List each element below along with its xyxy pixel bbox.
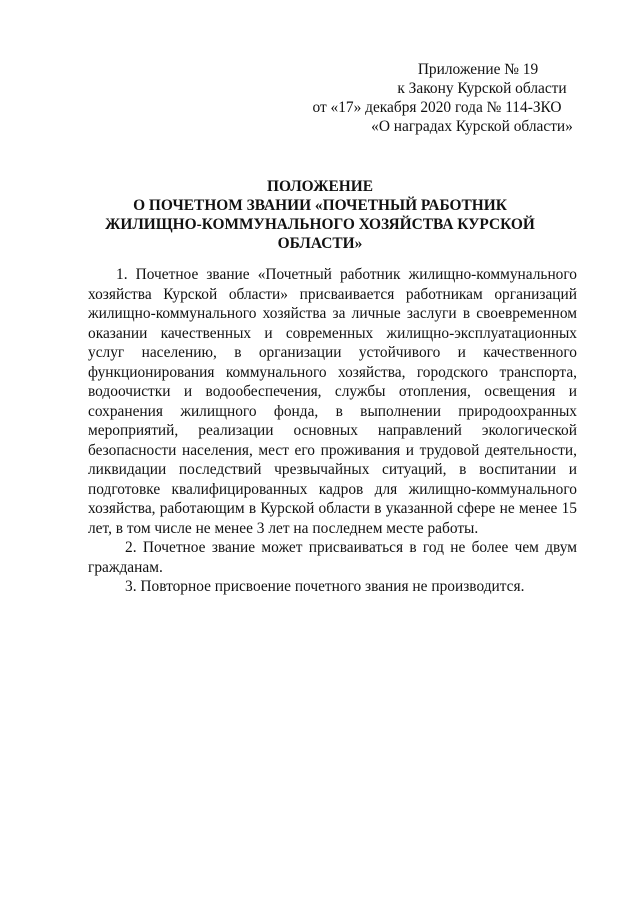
paragraph-3: 3. Повторное присвоение почетного звания не производится. [125, 578, 525, 595]
title-line-2: О ПОЧЕТНОМ ЗВАНИИ «ПОЧЕТНЫЙ РАБОТНИК [133, 197, 507, 214]
appendix-header [292, 60, 582, 136]
title-line-1: ПОЛОЖЕНИЕ [267, 178, 373, 195]
document-title [60, 177, 580, 253]
paragraph-1: 1. Почетное звание «Почетный работник жилищно-коммунального хозяйства Курской области» присваивается работникам организаций жилищно-коммунального хозяйства за личные заслуги в своевременном оказании качественных и современных жилищно-эксплуатационных услуг населению, в организации устойчивого и качественного функционирования коммунального хозяйства, городского транспорта, водоочистки и водообеспечения, службы отопления, освещения и сохранения жилищного фонда, в выполнении природоохранных мероприятий, реализации основных направлений экологической безопасности населения, мест его проживания и трудовой деятельности, ликвидации последствий чрезвычайных ситуаций, в воспитании и подготовке квалифицированных кадров для жилищно-коммунального хозяйства, работающим в Курской области в указанной сфере не менее 15 лет, в том числе не менее 3 лет на последнем месте работы. [88, 266, 577, 537]
title-line-4: ОБЛАСТИ» [277, 235, 363, 252]
appendix-law-date: от «17» декабря 2020 года № 114-ЗКО [312, 99, 562, 116]
title-line-3: ЖИЛИЩНО-КОММУНАЛЬНОГО ХОЗЯЙСТВА КУРСКОЙ [105, 216, 535, 233]
document-body [88, 265, 577, 597]
paragraph-2: 2. Почетное звание может присваиваться в год не более чем двум гражданам. [88, 539, 577, 576]
appendix-law-reference: к Закону Курской области [397, 80, 567, 97]
appendix-law-title: «О наградах Курской области» [371, 118, 573, 135]
appendix-number: Приложение № 19 [417, 61, 539, 78]
